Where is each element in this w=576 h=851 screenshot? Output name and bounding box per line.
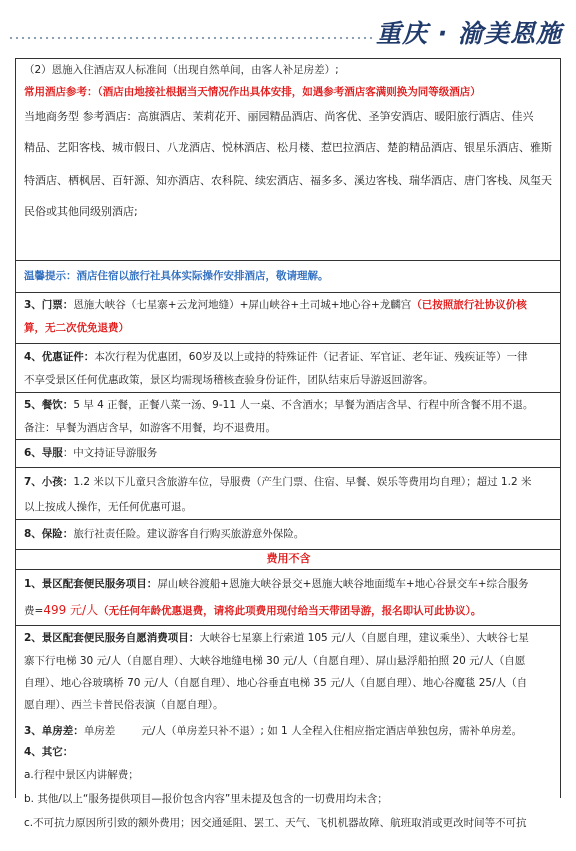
excluded-item-1-text: 屏山峡谷渡船+恩施大峡谷景交+恩施大峡谷地面缆车+地心谷景交车+综合服务	[157, 578, 529, 590]
excluded-item-1-price-prefix: 费=	[24, 605, 44, 617]
excluded-item-1-price: 499 元/人	[43, 603, 99, 617]
excluded-other-a: a.行程中景区内讲解费；	[24, 769, 139, 781]
discount-text-cont: 不享受景区任何优惠政策，景区均需现场稽核查验身份证件，团队结束后导游返回游客。	[24, 374, 434, 386]
excluded-item-3-b: 元/人（单房差只补不退）; 如 1 人全程入住相应指定酒店单独包房，需补单房差。	[141, 725, 523, 737]
excluded-header	[16, 550, 560, 570]
excluded-item-2-text: 大峡谷七星寨上行索道 105 元/人（自愿自理，建议乘坐）、大峡谷七星	[199, 632, 529, 644]
excluded-item-2-text: 自理）、地心谷玻璃桥 70 元/人（自愿自理）、地心谷垂直电梯 35 元/人（自愿自理）、地心谷魔毯 25/人（自	[24, 677, 528, 689]
excluded-item-1-label: 1、景区配套便民服务项目：	[24, 578, 158, 590]
child-text-cont: 以上按成人操作，无任何优惠可退。	[24, 501, 192, 513]
guide-section	[16, 440, 560, 468]
ticket-text: 恩施大峡谷（七星寨+云龙河地缝）+屏山峡谷+土司城+地心谷+龙麟宫	[73, 299, 412, 311]
ticket-note-cont: 算，无二次优免退费）	[24, 322, 129, 334]
discount-text: 本次行程为优惠团，60岁及以上或持的特殊证件（记者证、军官证、老年证、残疾证等）一律	[94, 351, 528, 363]
excluded-item-3-a: 单房差	[83, 725, 116, 737]
ticket-note: （已按照旅行社协议价核	[411, 299, 527, 311]
excluded-item-1	[16, 570, 560, 626]
hotel-reference-line: 特酒店、栖枫居、百轩源、知亦酒店、农科院、续宏酒店、福多多、溪边客栈、瑞华酒店、唐门客栈、凤玺天	[24, 174, 552, 187]
meal-note: 备注：早餐为酒店含早，如游客不用餐，均不退费用。	[24, 422, 276, 434]
page-header	[0, 0, 576, 50]
guide-label: 6、导服	[24, 447, 63, 459]
hotel-room-standard: （2）恩施入住酒店双人标准间（出现自然单间，由客人补足房差）;	[24, 64, 339, 76]
excluded-item-4-label: 4、其它：	[24, 746, 74, 758]
insurance-text: 旅行社责任险。建议游客自行购买旅游意外保险。	[73, 528, 305, 540]
excluded-item-2-label: 2、景区配套便民服务自愿消费项目：	[24, 632, 200, 644]
meal-label: 5、餐饮：	[24, 399, 74, 411]
guide-text: ：中文持证导游服务	[62, 447, 158, 459]
excluded-other-b: b. 其他/以上“服务提供项目—报价包含内容”里未提及包含的一切费用均未含；	[24, 793, 388, 805]
child-label: 7、小孩：	[24, 476, 74, 488]
insurance-section	[16, 520, 560, 550]
header-dotted-rule	[8, 36, 376, 40]
excluded-item-2-text: 寨下行电梯 30 元/人（自愿自理）、大峡谷地缝电梯 30 元/人（自愿自理）、屏山悬浮船拍照 20 元/人（自愿	[24, 655, 526, 667]
hotel-reference-line: 民俗或其他同级别酒店;	[24, 205, 138, 218]
excluded-item-3-label: 3、单房差：	[24, 725, 84, 737]
meal-section	[16, 393, 560, 440]
ticket-section	[16, 292, 560, 344]
child-text: 1.2 米以下儿童只含旅游车位，导服费（产生门票、住宿、早餐、娱乐等费用均自理）；超过 1.2 米	[73, 476, 532, 488]
hotel-reference-line: 精品、艺阳客栈、城市假日、八龙酒店、悦林酒店、松月楼、惹巴拉酒店、楚韵精品酒店、银星乐酒店、雅斯	[24, 141, 552, 154]
excluded-item-4	[16, 741, 560, 851]
meal-text: 5 早 4 正餐，正餐八菜一汤、9-11 人一桌、不含酒水；早餐为酒店含早、行程中所含餐不用不退。	[73, 399, 534, 411]
excluded-title: 费用不含	[266, 552, 311, 565]
hotel-reference-line: 当地商务型 参考酒店：高旗酒店、茉莉花开、丽园精品酒店、尚客优、圣笋安酒店、暖阳旅行酒店、佳兴	[24, 110, 534, 123]
excluded-item-1-note: （无任何年龄优惠退费，请将此项费用现付给当天带团导游，报名即认可此协议）。	[98, 605, 482, 617]
insurance-label: 8、保险：	[24, 528, 74, 540]
excluded-item-2-text: 愿自理）、西兰卡普民俗表演（自愿自理）。	[24, 699, 224, 711]
discount-label: 4、优惠证件：	[24, 351, 95, 363]
excluded-other-c: c.不可抗力原因所引致的额外费用；因交通延阻、罢工、天气、飞机机器故障、航班取消或更改时间等不可抗	[24, 817, 527, 829]
itinerary-table	[15, 58, 561, 829]
hotel-section	[16, 59, 560, 261]
excluded-item-2	[16, 626, 560, 718]
hotel-tip-section	[16, 261, 560, 292]
hotel-reference-title: 常用酒店参考：（酒店由地接社根据当天情况作出具体安排，如遇参考酒店客满则换为同等级酒店）	[24, 86, 481, 98]
child-section	[16, 468, 560, 520]
header-title: 重庆 · 渝美恩施	[376, 19, 562, 48]
ticket-label: 3、门票：	[24, 299, 74, 311]
hotel-tip: 温馨提示：酒店住宿以旅行社具体实际操作安排酒店，敬请理解。	[24, 270, 329, 282]
discount-section	[16, 344, 560, 393]
